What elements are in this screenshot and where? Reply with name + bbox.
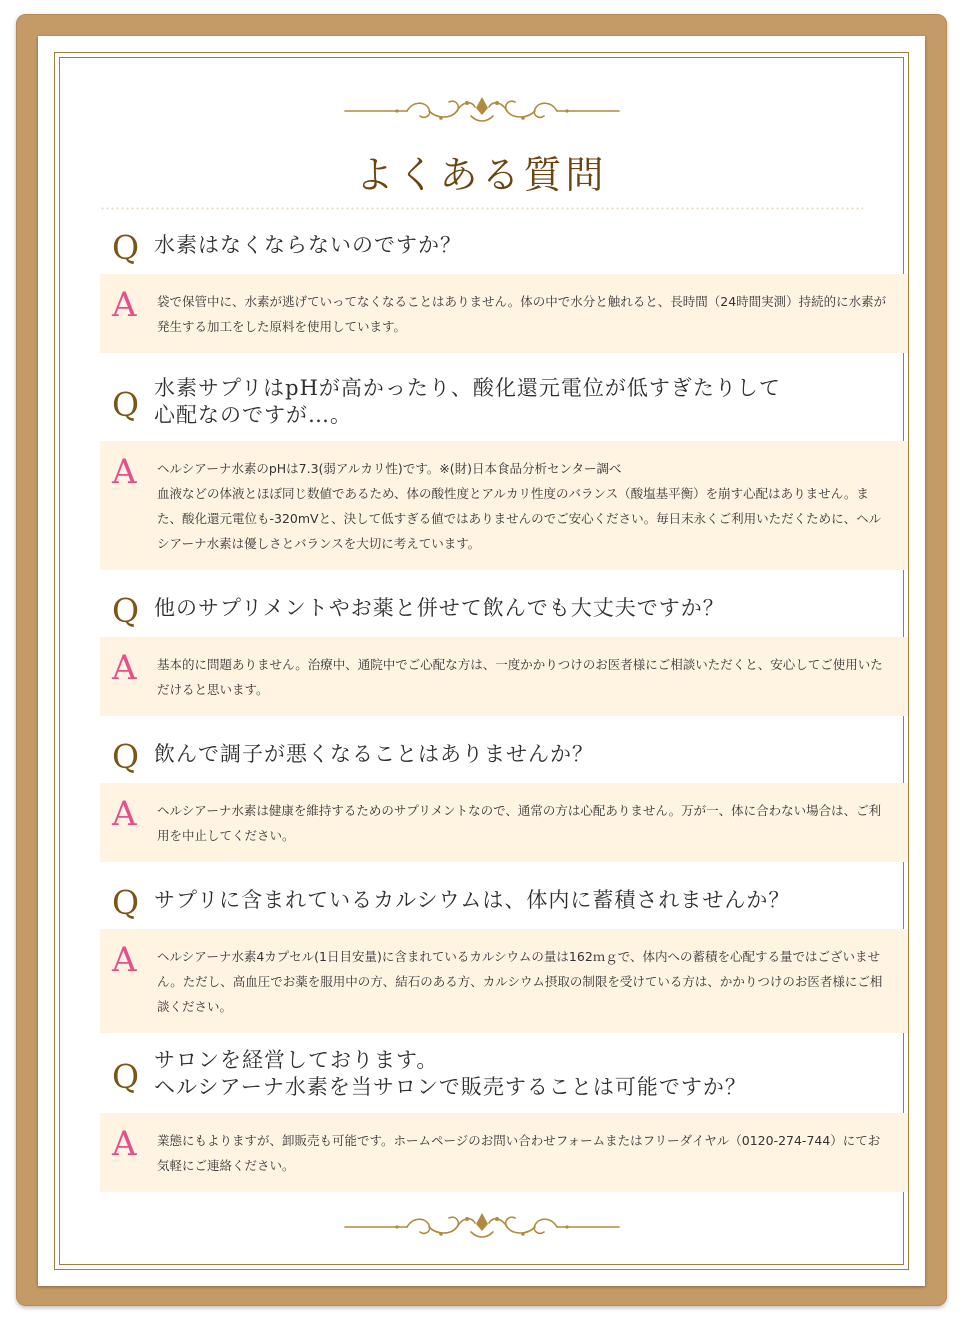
question-row — [100, 737, 908, 776]
answer-box — [100, 637, 908, 716]
question-text: 飲んで調子が悪くなることはありませんか？ — [154, 742, 594, 766]
question-row — [100, 883, 908, 922]
question-text: 水素サプリはpHが高かったり、酸化還元電位が低すぎたりして 心配なのですが…。 — [154, 376, 781, 427]
answer-box — [100, 783, 908, 862]
answer-box — [100, 274, 908, 353]
question-row — [100, 591, 908, 630]
title-divider — [100, 207, 863, 210]
answer-mark-label: A — [112, 648, 137, 688]
answer-box — [100, 1113, 908, 1192]
page-title: よくある質問 — [355, 153, 608, 197]
answer-text: 業態にもよりますが、卸販売も可能です。ホームページのお問い合わせフォームまたはフリーダイヤル（0120-274-744）にてお気軽にご連絡ください。 — [157, 1133, 881, 1173]
answer-mark-label: A — [112, 285, 137, 325]
answer-mark-label: A — [112, 452, 137, 492]
answer-text: 袋で保管中に、水素が逃げていってなくなることはありません。体の中で水分と触れると、長時間（24時間実測）持続的に水素が発生する加工をした原料を使用しています。 — [157, 294, 887, 334]
question-mark-label: Q — [112, 384, 140, 424]
question-mark-label: Q — [112, 737, 140, 776]
question-mark-label: Q — [112, 883, 140, 922]
question-row — [100, 1047, 908, 1101]
answer-text: ヘルシアーナ水素のpHは7.3(弱アルカリ性)です。※(財)日本食品分析センター調べ — [157, 461, 622, 476]
faq-item — [100, 375, 908, 570]
answer-box — [100, 441, 908, 570]
answer-mark-label: A — [112, 940, 137, 980]
faq-item — [100, 884, 908, 1033]
content-card — [38, 36, 925, 1286]
question-row — [100, 375, 908, 429]
answer-text: 基本的に問題ありません。治療中、通院中でご心配な方は、一度かかりつけのお医者様にご相談いただくと、安心してご使用いただけると思います。 — [157, 657, 883, 697]
faq-item — [100, 1047, 908, 1192]
page-frame — [16, 14, 947, 1306]
question-mark-label: Q — [112, 1056, 140, 1096]
answer-text: ヘルシアーナ水素は健康を維持するためのサプリメントなので、通常の方は心配ありません。万が一、体に合わない場合は、ご利用を中止してください。 — [157, 803, 882, 843]
question-mark-label: Q — [112, 591, 140, 630]
answer-box — [100, 929, 908, 1033]
ornament-top-icon — [337, 94, 627, 128]
question-text: 他のサプリメントやお薬と併せて飲んでも大丈夫ですか？ — [154, 596, 725, 620]
faq-item — [100, 738, 908, 862]
question-row — [100, 228, 908, 267]
question-text: サプリに含まれているカルシウムは、体内に蓄積されませんか？ — [154, 888, 791, 912]
answer-text: 血液などの体液とほぼ同じ数値であるため、体の酸性度とアルカリ性度のバランス（酸塩基平衡）を崩す心配はありません。また、酸化還元電位も-320mVと、決して低すぎる値ではありませんのでご安心ください。毎日末永くご利用いただくために、ヘルシアーナ水素は優しさとバランスを大切に考えています。 — [157, 486, 882, 551]
answer-mark-label: A — [112, 794, 137, 834]
ornament-bottom-icon — [337, 1210, 627, 1244]
question-text: サロンを経営しております。 ヘルシアーナ水素を当サロンで販売することは可能ですか？ — [154, 1048, 747, 1099]
faq-item — [100, 592, 908, 716]
answer-text: ヘルシアーナ水素4カプセル(1日目安量)に含まれているカルシウムの量は162ｍｇで、体内への蓄積を心配する量ではございません。ただし、高血圧でお薬を服用中の方、結石のある方、カルシウム摂取の制限を受けている方は、かかりつけのお医者様にご相談ください。 — [157, 949, 883, 1014]
faq-item — [100, 229, 908, 353]
faq-list — [100, 224, 908, 1192]
question-mark-label: Q — [112, 228, 140, 267]
question-text: 水素はなくならないのですか？ — [154, 233, 462, 257]
answer-mark-label: A — [112, 1124, 137, 1164]
